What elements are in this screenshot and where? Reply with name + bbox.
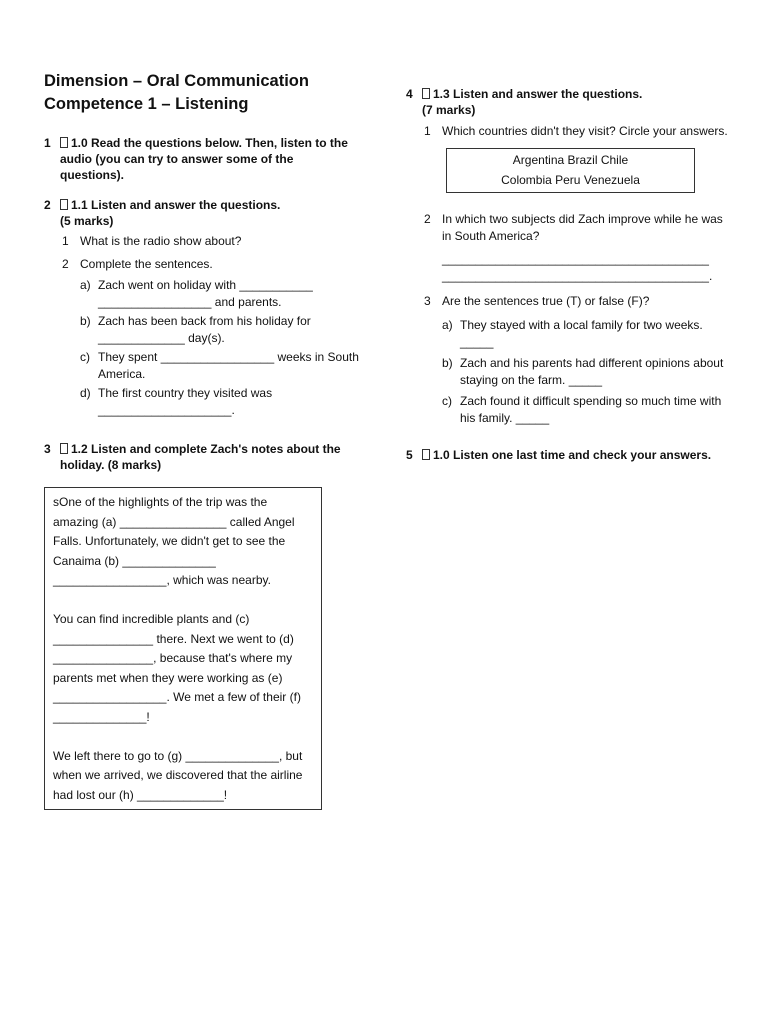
right-column: [406, 86, 731, 463]
question-2-number: 2: [44, 198, 51, 212]
audio-track-icon: [422, 88, 430, 99]
question-4-sub-3: 3 Are the sentences true (T) or false (F)?: [424, 294, 650, 308]
question-1-number: 1: [44, 136, 51, 150]
question-5: [406, 447, 731, 463]
question-2-option-b: b) Zach has been back from his holiday for _____________ day(s).: [80, 314, 311, 345]
audio-track-icon: [60, 199, 68, 210]
title-block: [44, 70, 359, 116]
question-4: [406, 86, 731, 118]
left-column: [44, 70, 359, 810]
question-2-sub-2: 2 Complete the sentences.: [62, 257, 213, 271]
question-5-number: 5: [406, 448, 413, 462]
question-2-text: 1.1 Listen and answer the questions.: [71, 198, 281, 212]
title-line-1: Dimension – Oral Communication: [44, 72, 309, 90]
question-4-text: 1.3 Listen and answer the questions.: [433, 87, 643, 101]
audio-track-icon: [422, 449, 430, 460]
question-2-option-d: d) The first country they visited was ____________________.: [80, 386, 273, 417]
countries-line-1: Argentina Brazil Chile: [512, 153, 629, 167]
question-4-option-b: b) Zach and his parents had different opinions about staying on the farm. _____: [442, 356, 724, 387]
question-1: [44, 135, 359, 183]
audio-track-icon: [60, 443, 68, 454]
notes-paragraph-3: We left there to go to (g) ______________, but when we arrived, we discovered that the airline had lost our (h) _____________!: [53, 748, 303, 802]
notes-paragraph-2: You can find incredible plants and (c) _______________ there. Next we went to (d) _______________, because that's where my parents met when they were working as (e) _________________. We met a few of their (f) ______________!: [53, 612, 301, 724]
audio-track-icon: [60, 137, 68, 148]
question-5-text: 1.0 Listen one last time and check your answers.: [433, 448, 712, 462]
question-4-marks: (7 marks): [422, 103, 476, 117]
question-2-marks: (5 marks): [60, 214, 114, 228]
question-4-number: 4: [406, 87, 413, 101]
question-4-sub-1: 1 Which countries didn't they visit? Circle your answers.: [424, 124, 728, 138]
title-line-2: Competence 1 – Listening: [44, 95, 249, 113]
question-2-sub-1: 1 What is the radio show about?: [62, 234, 242, 248]
question-3-text: 1.2 Listen and complete Zach's notes about the holiday. (8 marks): [60, 442, 341, 472]
question-4-sub-2: 2 In which two subjects did Zach improve while he was in South America? ________________________________________ ________________________________________.: [406, 211, 731, 285]
answer-line-1: ________________________________________: [442, 252, 709, 266]
question-3-number: 3: [44, 442, 51, 456]
question-4-option-c: c) Zach found it difficult spending so much time with his family. _____: [442, 394, 722, 425]
notes-paragraph-1: sOne of the highlights of the trip was the amazing (a) ________________ called Angel Falls. Unfortunately, we didn't get to see the Canaima (b) ______________ _________________, which was nearby.: [53, 495, 295, 587]
countries-line-2: Colombia Peru Venezuela: [501, 172, 640, 187]
zach-notes-box: [44, 487, 322, 810]
question-2-option-c: c) They spent _________________ weeks in South America.: [80, 350, 359, 381]
countries-box: [446, 148, 695, 193]
question-1-text: 1.0 Read the questions below. Then, listen to the audio (you can try to answer some of the questions).: [60, 136, 348, 182]
question-3: [44, 441, 359, 473]
answer-line-2: ________________________________________.: [442, 269, 713, 283]
question-4-option-a: a) They stayed with a local family for two weeks. _____: [442, 318, 703, 349]
question-2: [44, 197, 359, 229]
question-2-option-a: a) Zach went on holiday with ___________ _________________ and parents.: [80, 278, 313, 309]
